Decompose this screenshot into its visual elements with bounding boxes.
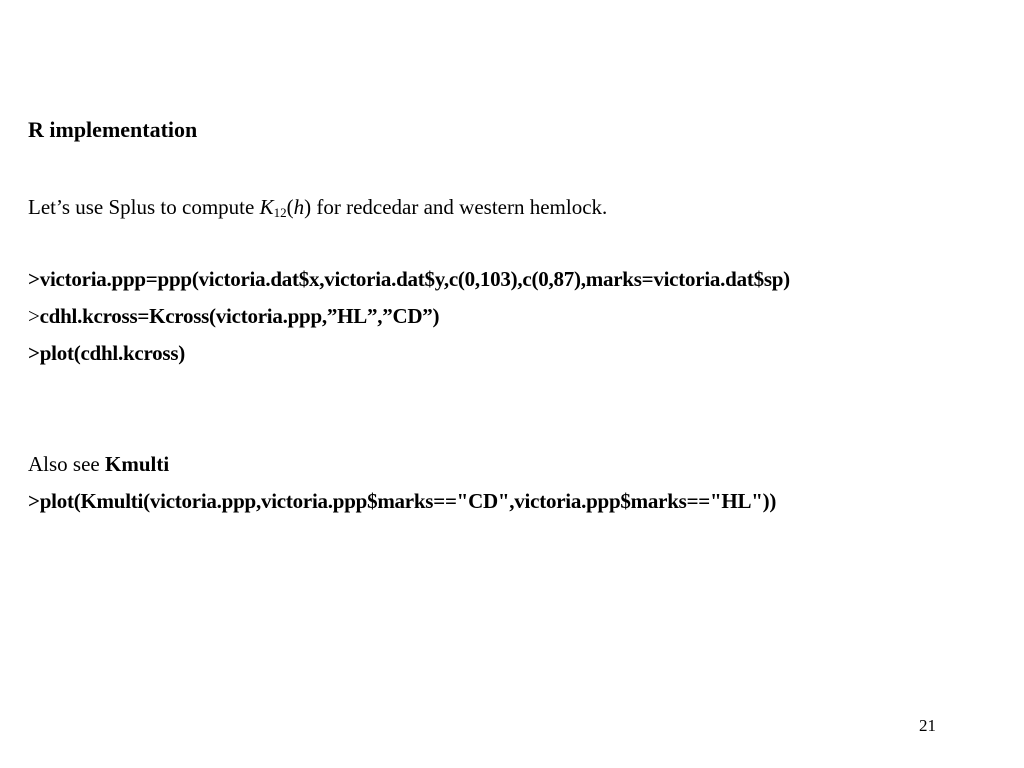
code-line-kmulti [28, 488, 776, 514]
intro-text-before: Let’s use Splus to compute [28, 195, 260, 219]
formula-open-paren: ( [286, 195, 294, 219]
see-also-prefix: Also see [28, 452, 105, 476]
formula-subscript: 12 [273, 205, 287, 220]
code-text: plot(cdhl.kcross) [39, 341, 186, 365]
formula-argument: h [293, 195, 305, 219]
code-text: cdhl.kcross=Kcross(victoria.ppp,”HL”,”CD”) [39, 304, 440, 328]
code-line-ppp [28, 266, 790, 292]
intro-text-after: for redcedar and western hemlock. [311, 195, 608, 219]
prompt-symbol: > [28, 267, 40, 291]
code-line-kcross [28, 303, 439, 329]
prompt-symbol: > [28, 341, 40, 365]
prompt-symbol: > [28, 304, 40, 328]
formula-close-paren: ) [304, 195, 312, 219]
prompt-symbol: > [28, 489, 40, 513]
code-text: victoria.ppp=ppp(victoria.dat$x,victoria.dat$y,c(0,103),c(0,87),marks=victoria.dat$sp) [39, 267, 790, 291]
see-also-keyword: Kmulti [105, 452, 170, 476]
intro-sentence [28, 194, 607, 220]
see-also-line [28, 451, 169, 477]
k12-formula [260, 195, 312, 219]
code-text: plot(Kmulti(victoria.ppp,victoria.ppp$marks=="CD",victoria.ppp$marks=="HL")) [39, 489, 777, 513]
code-line-plot [28, 340, 185, 366]
slide-heading: R implementation [28, 117, 198, 142]
page-number: 21 [919, 716, 936, 735]
formula-symbol: K [259, 195, 274, 219]
